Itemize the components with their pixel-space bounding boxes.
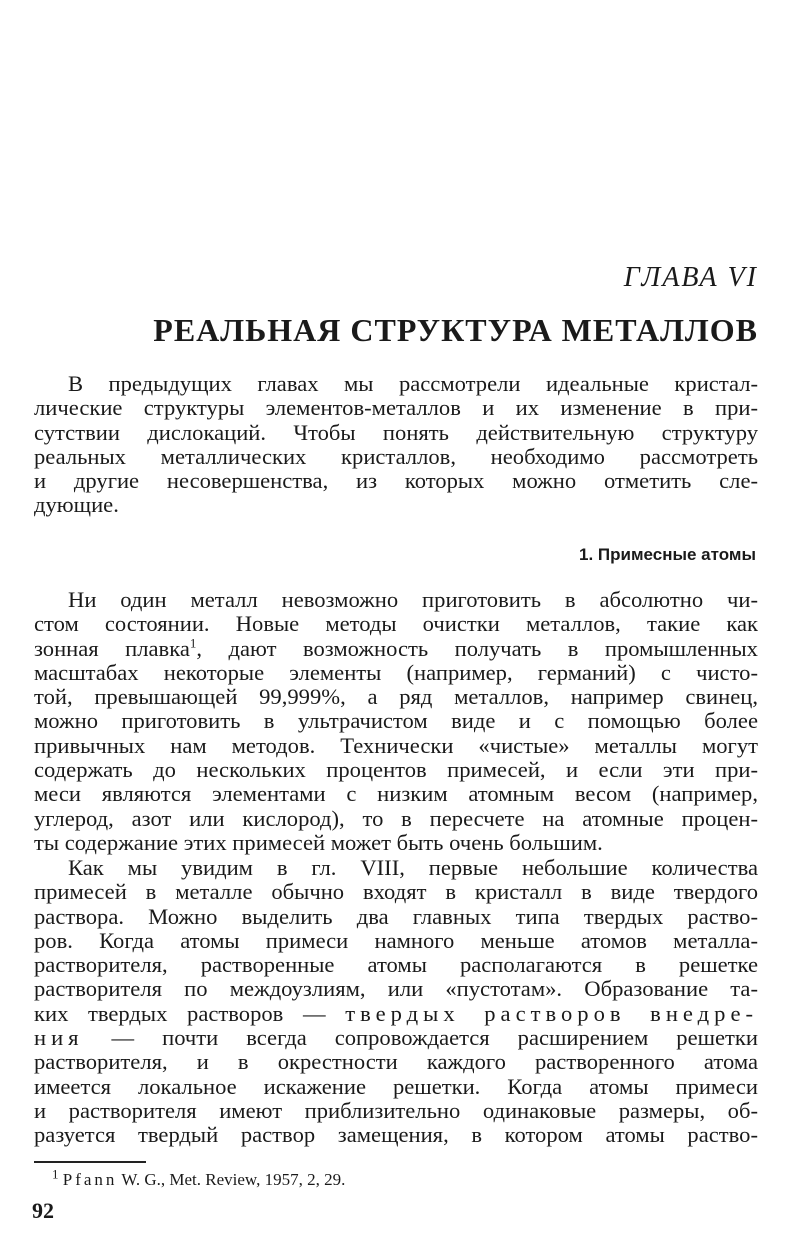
text-line: привычных нам методов. Технически «чистые» металлы могут	[34, 732, 758, 758]
text-line: растворителя, растворенные атомы располагаются в решетке	[34, 952, 758, 978]
text-line: той, превышающей 99,999%, а ряд металлов, например свинец,	[34, 684, 758, 710]
text-line: разуется твердый раствор замещения, в котором атомы раство-	[34, 1122, 758, 1148]
footnote-divider	[34, 1161, 146, 1163]
text-line: имеется локальное искажение решетки. Когда атомы примеси	[34, 1073, 758, 1099]
text-line: Ни один металл невозможно приготовить в абсолютно чи-	[68, 587, 758, 612]
text-line	[34, 637, 758, 661]
footnote-author: Pfann	[62, 1170, 118, 1189]
section-heading: 1. Примесные атомы	[579, 545, 756, 564]
chapter-title: РЕАЛЬНАЯ СТРУКТУРА МЕТАЛЛОВ	[153, 312, 758, 348]
text-fragment: зонная плавка	[34, 635, 190, 661]
text-fragment: ких твердых растворов —	[34, 1000, 326, 1026]
text-line	[34, 1002, 758, 1026]
text-line: раствора. Можно выделить два главных типа твердых раство-	[34, 903, 758, 929]
text-line: реальных металлических кристаллов, необходимо рассмотреть	[34, 443, 758, 469]
text-line: содержать до нескольких процентов примесей, и если эти при-	[34, 757, 758, 783]
text-line: меси являются элементами с низким атомным весом (например,	[34, 781, 758, 807]
paragraph-impurities	[34, 588, 758, 855]
text-line: и растворителя имеют приблизительно одинаковые размеры, об-	[34, 1097, 758, 1123]
text-line: дующие.	[34, 492, 119, 518]
text-line: масштабах некоторые элементы (например, германий) с чисто-	[34, 659, 758, 685]
footnote-mark: 1	[52, 1166, 59, 1182]
emphasized-term: твердых растворов внедре-	[345, 1000, 759, 1026]
text-line: лические структуры элементов-металлов и их изменение в при-	[34, 395, 758, 421]
paragraph-solid-solutions	[34, 856, 758, 1148]
intro-paragraph	[34, 372, 758, 518]
text-line: ров. Когда атомы примеси намного меньше атомов металла-	[34, 927, 758, 953]
text-line: примесей в металле обычно входят в кристалл в виде твердого	[34, 879, 758, 905]
emphasized-term: ния	[34, 1025, 84, 1051]
footnote-text: W. G., Met. Review, 1957, 2, 29.	[117, 1170, 346, 1189]
text-line: и другие несовершенства, из которых можно отметить сле-	[34, 468, 758, 494]
text-fragment: , дают возможность получать в промышленных	[196, 635, 758, 661]
text-line: ты содержание этих примесей может быть очень большим.	[34, 829, 603, 855]
footnote	[52, 1166, 346, 1190]
footnote-reference: 1	[189, 635, 197, 651]
text-line: растворителя, и в окрестности каждого растворенного атома	[34, 1049, 758, 1075]
chapter-label: ГЛАВА VI	[623, 262, 758, 293]
text-line: Как мы увидим в гл. VIII, первые небольшие количества	[68, 855, 758, 880]
text-line: стом состоянии. Новые методы очистки металлов, такие как	[34, 611, 758, 637]
text-line: сутствии дислокаций. Чтобы понять действительную структуру	[34, 419, 758, 445]
text-fragment: — почти всегда сопровождается расширением решетки	[83, 1025, 758, 1051]
text-line	[34, 1026, 758, 1050]
text-line: растворителя по междоузлиям, или «пустотам». Образование та-	[34, 976, 758, 1002]
text-line: углерод, азот или кислород), то в пересчете на атомные процен-	[34, 805, 758, 831]
page-number: 92	[32, 1198, 54, 1223]
text-line: В предыдущих главах мы рассмотрели идеальные кристал-	[68, 371, 758, 396]
text-line: можно приготовить в ультрачистом виде и с помощью более	[34, 708, 758, 734]
